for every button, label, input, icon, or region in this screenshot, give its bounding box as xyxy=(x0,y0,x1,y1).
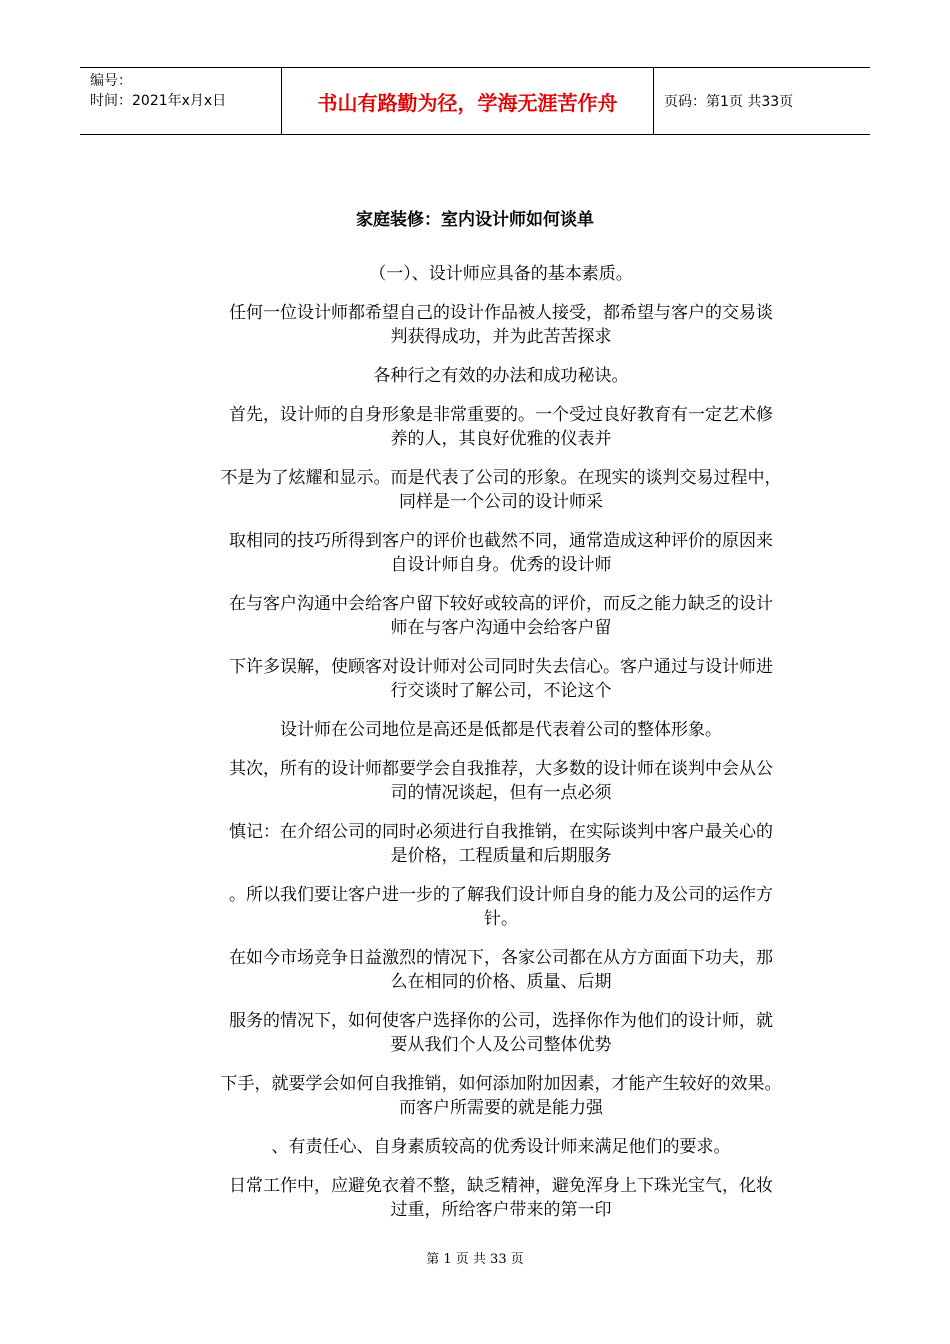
paragraph-line: 日常工作中，应避免衣着不整，缺乏精神，避免浑身上下珠光宝气，化妆 xyxy=(229,1176,773,1196)
paragraph xyxy=(188,301,814,349)
paragraph xyxy=(188,403,814,451)
paragraph-line: 在与客户沟通中会给客户留下较好或较高的评价，而反之能力缺乏的设计 xyxy=(229,594,773,614)
page-header xyxy=(80,67,870,135)
paragraph-line: 在如今市场竞争日益激烈的情况下，各家公司都在从方方面面下功夫，那 xyxy=(229,948,773,968)
paragraph xyxy=(188,529,814,577)
paragraph xyxy=(188,592,814,640)
paragraph-line: 么在相同的价格、质量、后期 xyxy=(390,972,612,992)
paragraph-line: 不是为了炫耀和显示。而是代表了公司的形象。在现实的谈判交易过程中， xyxy=(220,468,782,488)
page-footer: 第 1 页 共 33 页 xyxy=(426,1252,524,1267)
paragraph-line: 其次，所有的设计师都要学会自我推荐，大多数的设计师在谈判中会从公 xyxy=(229,759,773,779)
paragraph xyxy=(188,946,814,994)
paragraph xyxy=(188,718,814,742)
paragraph-line: 下许多误解，使顾客对设计师对公司同时失去信心。客户通过与设计师进 xyxy=(229,657,773,677)
paragraph-line: 慎记：在介绍公司的同时必须进行自我推销，在实际谈判中客户最关心的 xyxy=(229,822,773,842)
document-title: 家庭装修：室内设计师如何谈单 xyxy=(356,210,594,230)
header-page-info: 页码：第1页 共33页 xyxy=(664,94,794,110)
paragraph-line: 、有责任心、自身素质较高的优秀设计师来满足他们的要求。 xyxy=(271,1137,731,1157)
paragraph-line: 任何一位设计师都希望自己的设计作品被人接受，都希望与客户的交易谈 xyxy=(229,303,773,323)
paragraph xyxy=(188,883,814,931)
header-motto: 书山有路勤为径，学海无涯苦作舟 xyxy=(282,68,654,134)
paragraph xyxy=(188,1072,814,1120)
document-number-label: 编号： xyxy=(90,73,132,89)
paragraph-line: 过重，所给客户带来的第一印 xyxy=(390,1200,612,1220)
paragraph-line: 。所以我们要让客户进一步的了解我们设计师自身的能力及公司的运作方 xyxy=(229,885,773,905)
paragraph-line: 判获得成功，并为此苦苦探求 xyxy=(390,327,612,347)
paragraph xyxy=(188,1174,814,1222)
paragraph-line: 自设计师自身。优秀的设计师 xyxy=(390,555,612,575)
header-meta xyxy=(80,68,282,134)
paragraph-line: 设计师在公司地位是高还是低都是代表着公司的整体形象。 xyxy=(280,720,722,740)
paragraph-line: 司的情况谈起，但有一点必须 xyxy=(390,783,612,803)
paragraph-line: 行交谈时了解公司，不论这个 xyxy=(390,681,612,701)
paragraph xyxy=(188,1009,814,1057)
paragraph-line: 而客户所需要的就是能力强 xyxy=(399,1098,603,1118)
paragraph-line: 下手，就要学会如何自我推销，如何添加附加因素，才能产生较好的效果。 xyxy=(220,1074,782,1094)
paragraph-line: 服务的情况下，如何使客户选择你的公司，选择你作为他们的设计师，就 xyxy=(229,1011,773,1031)
document-body xyxy=(188,262,814,1237)
paragraph xyxy=(188,655,814,703)
document-date: 时间：2021年x月x日 xyxy=(90,93,227,109)
paragraph xyxy=(188,262,814,286)
paragraph-line: （一）、设计师应具备的基本素质。 xyxy=(369,264,633,284)
paragraph xyxy=(188,1135,814,1159)
paragraph-line: 取相同的技巧所得到客户的评价也截然不同，通常造成这种评价的原因来 xyxy=(229,531,773,551)
paragraph xyxy=(188,364,814,388)
paragraph-line: 师在与客户沟通中会给客户留 xyxy=(390,618,612,638)
paragraph xyxy=(188,820,814,868)
paragraph xyxy=(188,757,814,805)
paragraph-line: 要从我们个人及公司整体优势 xyxy=(390,1035,612,1055)
paragraph-line: 是价格，工程质量和后期服务 xyxy=(390,846,612,866)
paragraph-line: 养的人，其良好优雅的仪表并 xyxy=(390,429,612,449)
paragraph-line: 针。 xyxy=(484,909,518,929)
paragraph xyxy=(188,466,814,514)
paragraph-line: 同样是一个公司的设计师采 xyxy=(399,492,603,512)
paragraph-line: 各种行之有效的办法和成功秘诀。 xyxy=(373,366,629,386)
paragraph-line: 首先，设计师的自身形象是非常重要的。一个受过良好教育有一定艺术修 xyxy=(229,405,773,425)
